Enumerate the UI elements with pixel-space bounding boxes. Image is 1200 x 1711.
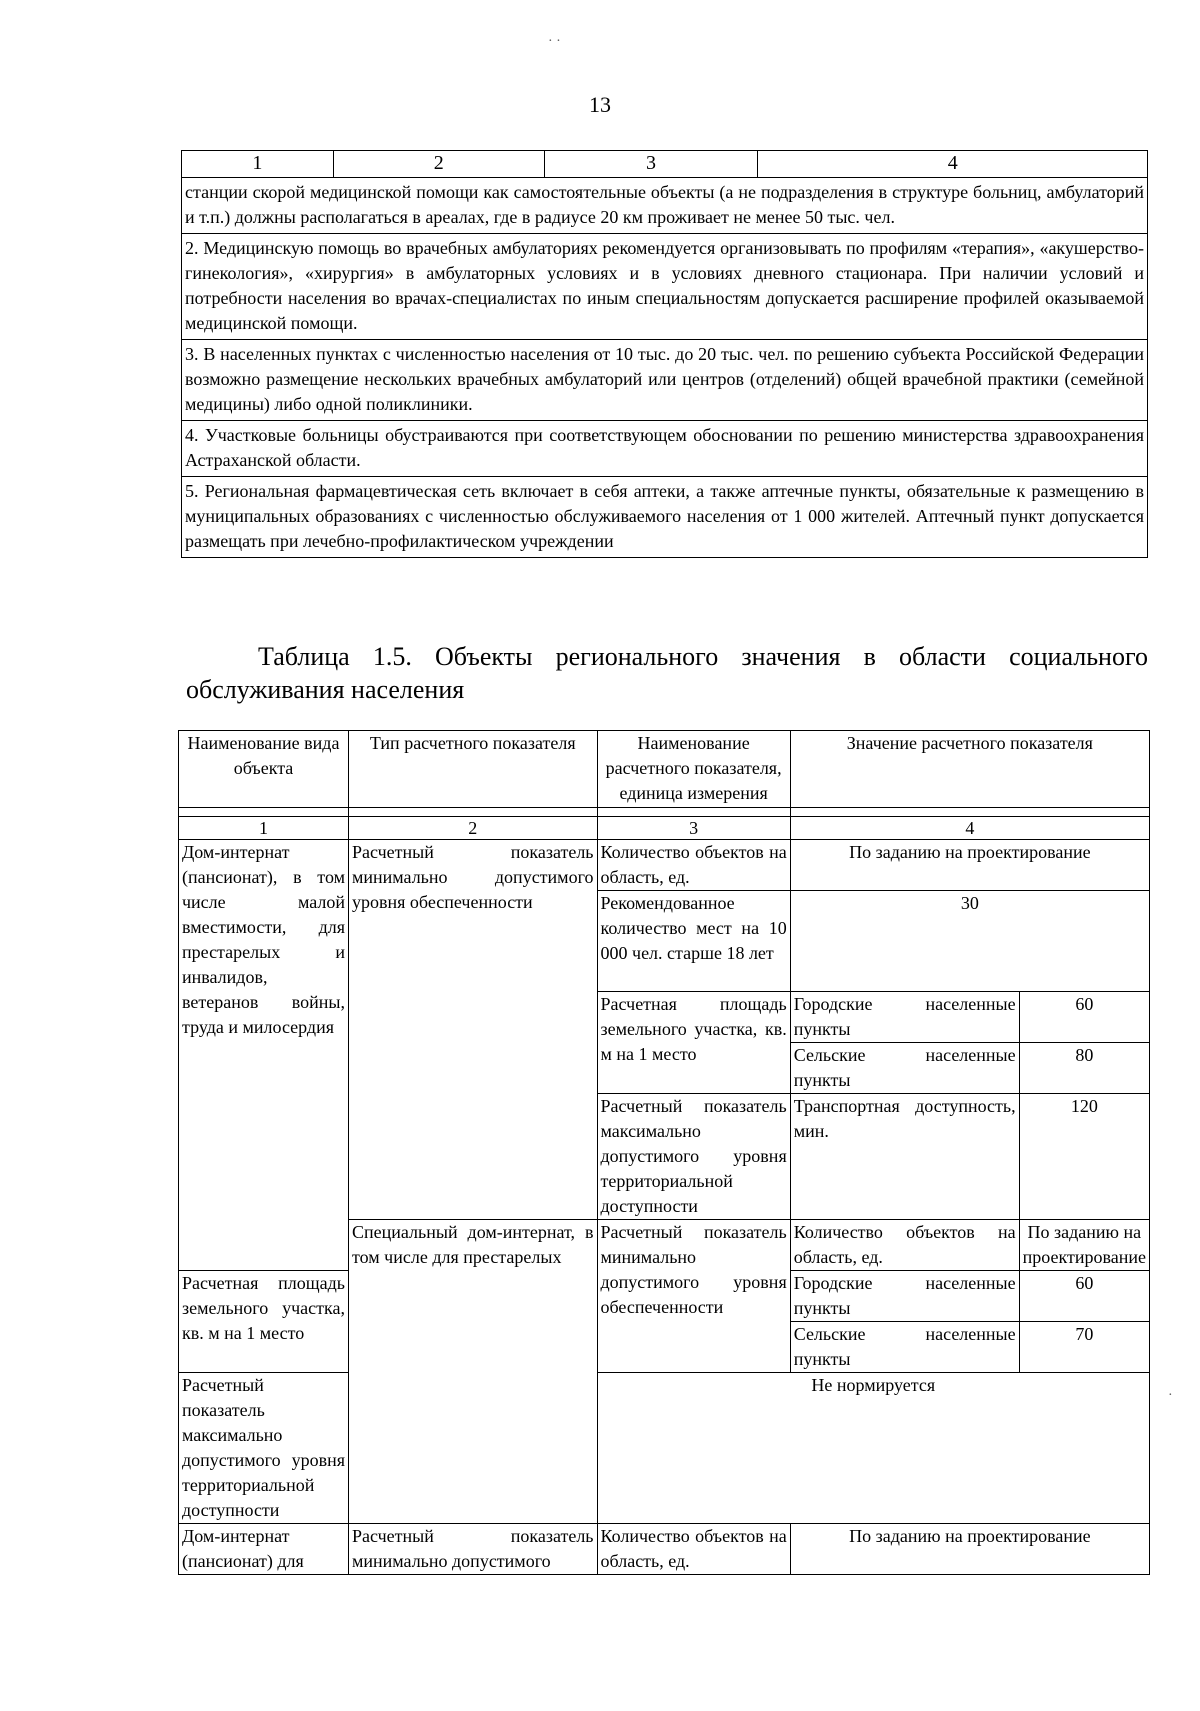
col-number-2: 2 <box>349 817 598 840</box>
header-object-name: Наименование вида объекта <box>179 731 349 808</box>
indicator-type-max-2: Расчетный показатель максимально допустимого уровня территориальной доступности <box>179 1373 349 1524</box>
notes-header-row <box>182 151 1148 178</box>
indicator-type-min-1: Расчетный показатель минимально допустимого уровня обеспеченности <box>349 840 598 1220</box>
indicator-area-1: Расчетная площадь земельного участка, кв. м на 1 место <box>597 992 790 1094</box>
indicator-type-min-3: Расчетный показатель минимально допустимого <box>349 1524 598 1575</box>
header-indicator-value: Значение расчетного показателя <box>790 731 1149 808</box>
object-name-3: Дом-интернат (пансионат) для <box>179 1524 349 1575</box>
main-header-row <box>179 731 1150 808</box>
indicator-count-2: Количество объектов на область, ед. <box>790 1220 1019 1271</box>
table-caption <box>186 640 1148 706</box>
notes-col-3: 3 <box>544 151 758 178</box>
indicator-area-2: Расчетная площадь земельного участка, кв. м на 1 место <box>179 1271 349 1373</box>
table-row <box>179 840 1150 891</box>
value-urban-2: 60 <box>1019 1271 1149 1322</box>
object-name-2: Специальный дом-интернат, в том числе для престарелых <box>349 1220 598 1524</box>
value-by-task-1: По заданию на проектирование <box>790 840 1149 891</box>
value-urban-label-2: Городские населенные пункты <box>790 1271 1019 1322</box>
caption-line-1: Таблица 1.5. Объекты регионального значения в области социального <box>258 642 1148 671</box>
note-2: 2. Медицинскую помощь во врачебных амбулаториях рекомендуется организовывать по профилям «терапия», «акушерство-гинекология», «хирургия» в амбулаторных условиях и в условиях дневного стационара. При наличии условий и потребности населения во врачах-специалистах по иным специальностям допускается расширение профилей оказываемой медицинской помощи. <box>182 234 1148 340</box>
col-number-4: 4 <box>790 817 1149 840</box>
notes-col-2: 2 <box>333 151 544 178</box>
note-5: 5. Региональная фармацевтическая сеть включает в себя аптеки, а также аптечные пункты, обязательные к размещению в муниципальных образованиях с численностью обслуживаемого населения от 1 000 жителей. Аптечный пункт допускается размещать при лечебно-профилактическом учреждении <box>182 477 1148 558</box>
col-number-1: 1 <box>179 817 349 840</box>
note-4: 4. Участковые больницы обустраиваются при соответствующем обосновании по решению министерства здравоохранения Астраханской области. <box>182 421 1148 477</box>
social-services-table <box>178 730 1150 1575</box>
notes-col-4: 4 <box>758 151 1148 178</box>
page-number: 13 <box>589 92 611 117</box>
indicator-count-1: Количество объектов на область, ед. <box>597 840 790 891</box>
caption-line-2: обслуживания населения <box>186 675 465 704</box>
indicator-type-max-1: Расчетный показатель максимально допустимого уровня территориальной доступности <box>597 1094 790 1220</box>
indicator-transport-1: Транспортная доступность, мин. <box>790 1094 1019 1220</box>
notes-col-1: 1 <box>182 151 334 178</box>
main-number-row <box>179 817 1150 840</box>
value-by-task-2: По заданию на проектирование <box>1019 1220 1149 1271</box>
indicator-rec-1: Рекомендованное количество мест на 10 000 чел. старше 18 лет <box>597 891 790 992</box>
note-1: станции скорой медицинской помощи как самостоятельные объекты (а не подразделения в структуре больниц, амбулаторий и т.п.) должны располагаться в ареалах, где в радиусе 20 км проживает не менее 50 тыс. чел. <box>182 178 1148 234</box>
value-rural-1: 80 <box>1019 1043 1149 1094</box>
indicator-count-3: Количество объектов на область, ед. <box>597 1524 790 1575</box>
col-number-3: 3 <box>597 817 790 840</box>
value-rec-1: 30 <box>790 891 1149 992</box>
value-rural-label-2: Сельские населенные пункты <box>790 1322 1019 1373</box>
notes-table <box>181 150 1148 558</box>
scan-speck: · · <box>548 34 561 49</box>
value-rural-2: 70 <box>1019 1322 1149 1373</box>
indicator-type-min-2: Расчетный показатель минимально допустимого уровня обеспеченности <box>597 1220 790 1373</box>
value-rural-label-1: Сельские населенные пункты <box>790 1043 1019 1094</box>
object-name-1: Дом-интернат (пансионат), в том числе малой вместимости, для престарелых и инвалидов, ветеранов войны, труда и милосердия <box>179 840 349 1271</box>
table-row <box>179 1373 1150 1524</box>
table-row <box>179 1524 1150 1575</box>
value-not-normed-2: Не нормируется <box>597 1373 1149 1524</box>
note-3: 3. В населенных пунктах с численностью населения от 10 тыс. до 20 тыс. чел. по решению субъекта Российской Федерации возможно размещение нескольких врачебных амбулаторий или центров (отделений) общей врачебной практики (семейной медицины) либо одной поликлиники. <box>182 340 1148 421</box>
value-transport-1: 120 <box>1019 1094 1149 1220</box>
header-indicator-type: Тип расчетного показателя <box>349 731 598 808</box>
header-indicator-name: Наименование расчетного показателя, единица измерения <box>597 731 790 808</box>
scan-speck: · <box>1168 1388 1173 1403</box>
value-by-task-3: По заданию на проектирование <box>790 1524 1149 1575</box>
value-urban-1: 60 <box>1019 992 1149 1043</box>
value-urban-label-1: Городские населенные пункты <box>790 992 1019 1043</box>
